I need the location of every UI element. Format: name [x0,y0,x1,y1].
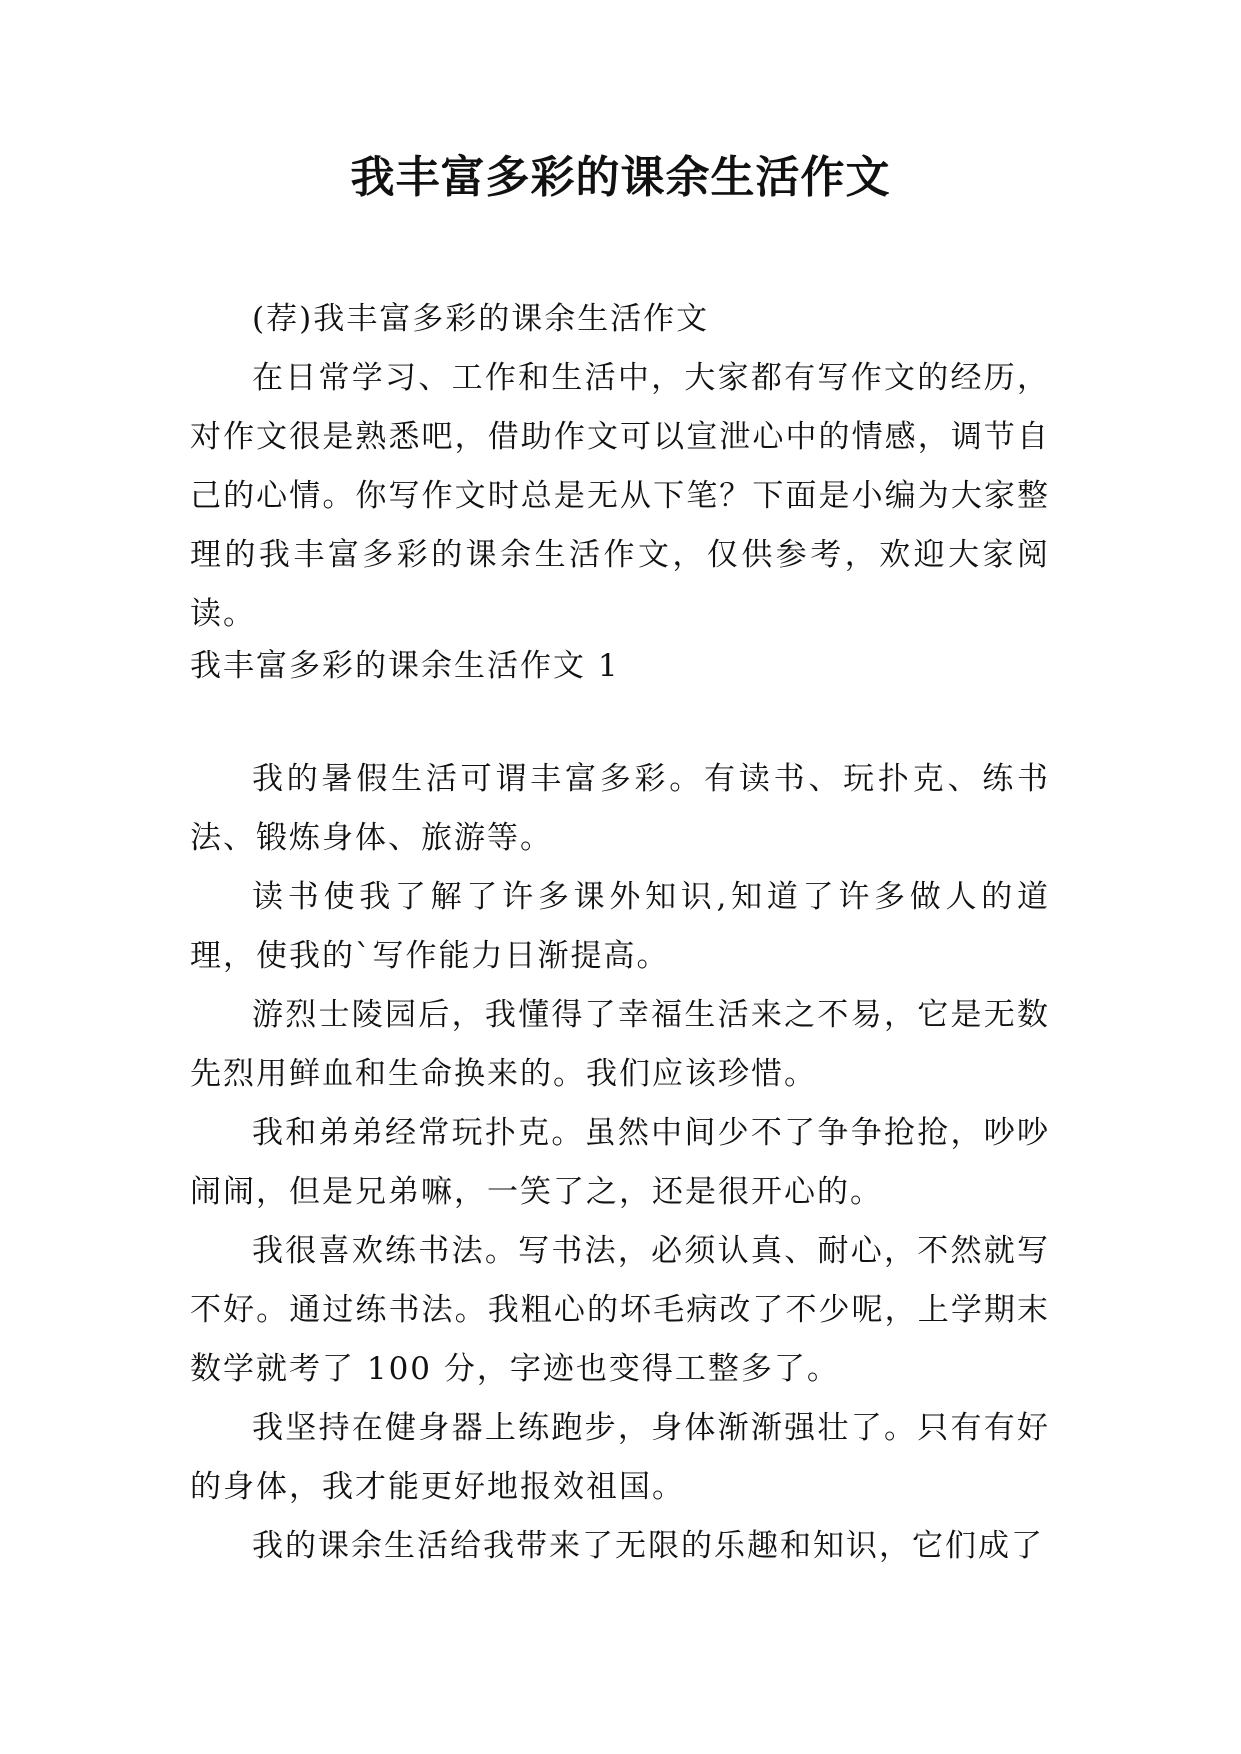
body-paragraph: 我和弟弟经常玩扑克。虽然中间少不了争争抢抢，吵吵闹闹，但是兄弟嘛，一笑了之，还是很开心的。 [190,1115,1050,1210]
body-paragraph: 我的课余生活给我带来了无限的乐趣和知识，它们成了 [252,1528,1044,1564]
intro-subtitle: (荐)我丰富多彩的课余生活作文 [252,301,710,337]
body-paragraph: 我的暑假生活可谓丰富多彩。有读书、玩扑克、练书法、锻炼身体、旅游等。 [190,761,1050,856]
body-paragraph: 我坚持在健身器上练跑步，身体渐渐强壮了。只有有好的身体，我才能更好地报效祖国。 [190,1410,1050,1505]
body-paragraph: 我很喜欢练书法。写书法，必须认真、耐心，不然就写不好。通过练书法。我粗心的坏毛病改了不少呢，上学期末数学就考了 100 分，字迹也变得工整多了。 [190,1233,1050,1387]
body-paragraph: 读书使我了解了许多课外知识,知道了许多做人的道理，使我的`写作能力日渐提高。 [190,879,1050,974]
document-title: 我丰富多彩的课余生活作文 [350,152,891,203]
intro-paragraph: 在日常学习、工作和生活中，大家都有写作文的经历，对作文很是熟悉吧，借助作文可以宣泄心中的情感，调节自己的心情。你写作文时总是无从下笔？下面是小编为大家整理的我丰富多彩的课余生活作文，仅供参考，欢迎大家阅读。 [190,360,1050,632]
section-heading: 我丰富多彩的课余生活作文 1 [190,648,620,684]
main-body [190,750,1050,1576]
section-heading-block [190,637,1050,696]
body-paragraph: 游烈士陵园后，我懂得了幸福生活来之不易，它是无数先烈用鲜血和生命换来的。我们应该珍惜。 [190,997,1050,1092]
intro-block [190,290,1050,644]
